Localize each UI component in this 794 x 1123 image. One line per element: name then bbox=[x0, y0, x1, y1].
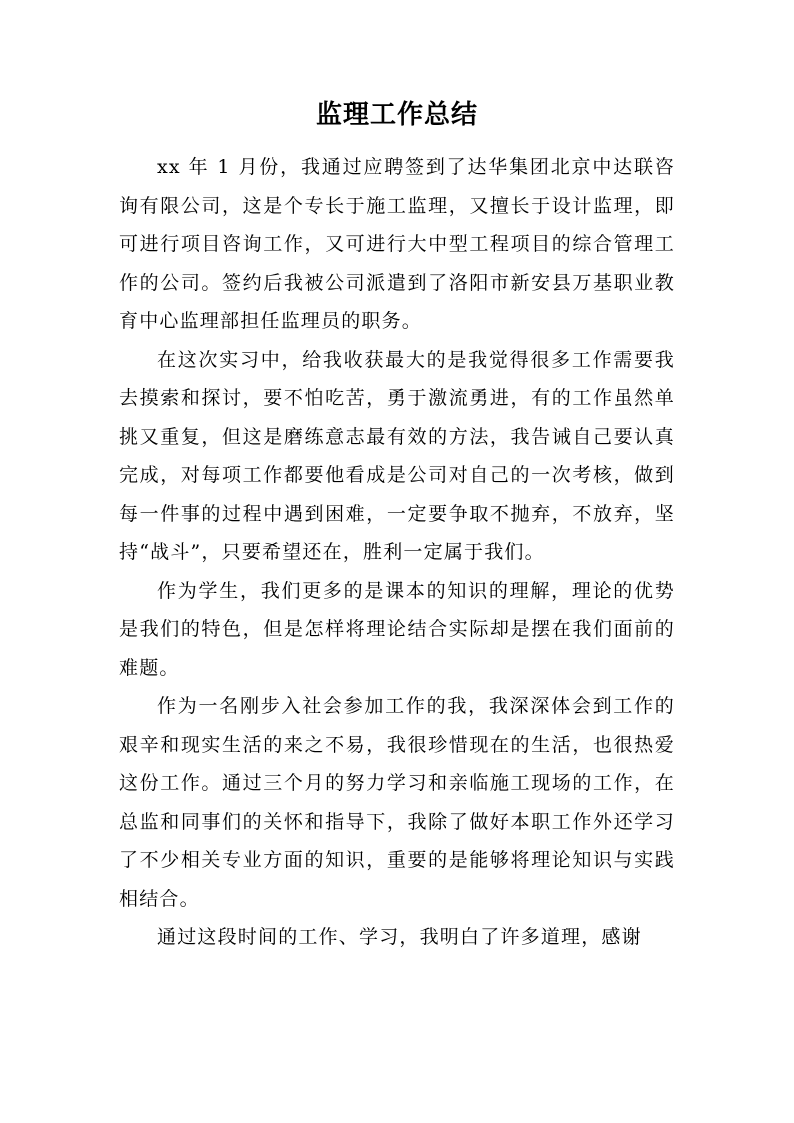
paragraph-3: 作为学生，我们更多的是课本的知识的理解，理论的优势是我们的特色，但是怎样将理论结合实际却是摆在我们面前的难题。 bbox=[119, 579, 675, 679]
paragraph-5: 通过这段时间的工作、学习，我明白了许多道理，感谢 bbox=[157, 926, 642, 948]
document-title: 监理工作总结 bbox=[315, 100, 478, 130]
paragraph-2: 在这次实习中，给我收获最大的是我觉得很多工作需要我去摸索和探讨，要不怕吃苦，勇于激流勇进，有的工作虽然单挑又重复，但这是磨练意志最有效的方法，我告诫自己要认真完成，对每项工作都要他看成是公司对自己的一次考核，做到每一件事的过程中遇到困难，一定要争取不抛弃，不放弃，坚持“战斗”，只要希望还在，胜利一定属于我们。 bbox=[119, 348, 675, 563]
paragraph-1: xx 年 1 月份，我通过应聘签到了达华集团北京中达联咨询有限公司，这是个专长于施工监理，又擅长于设计监理，即可进行项目咨询工作，又可进行大中型工程项目的综合管理工作的公司。签约后我被公司派遣到了洛阳市新安县万基职业教育中心监理部担任监理员的职务。 bbox=[119, 156, 675, 332]
paragraph-4: 作为一名刚步入社会参加工作的我，我深深体会到工作的艰辛和现实生活的来之不易，我很珍惜现在的生活，也很热爱这份工作。通过三个月的努力学习和亲临施工现场的工作，在总监和同事们的关怀和指导下，我除了做好本职工作外还学习了不少相关专业方面的知识，重要的是能够将理论知识与实践相结合。 bbox=[119, 695, 675, 910]
document-body bbox=[119, 148, 675, 957]
